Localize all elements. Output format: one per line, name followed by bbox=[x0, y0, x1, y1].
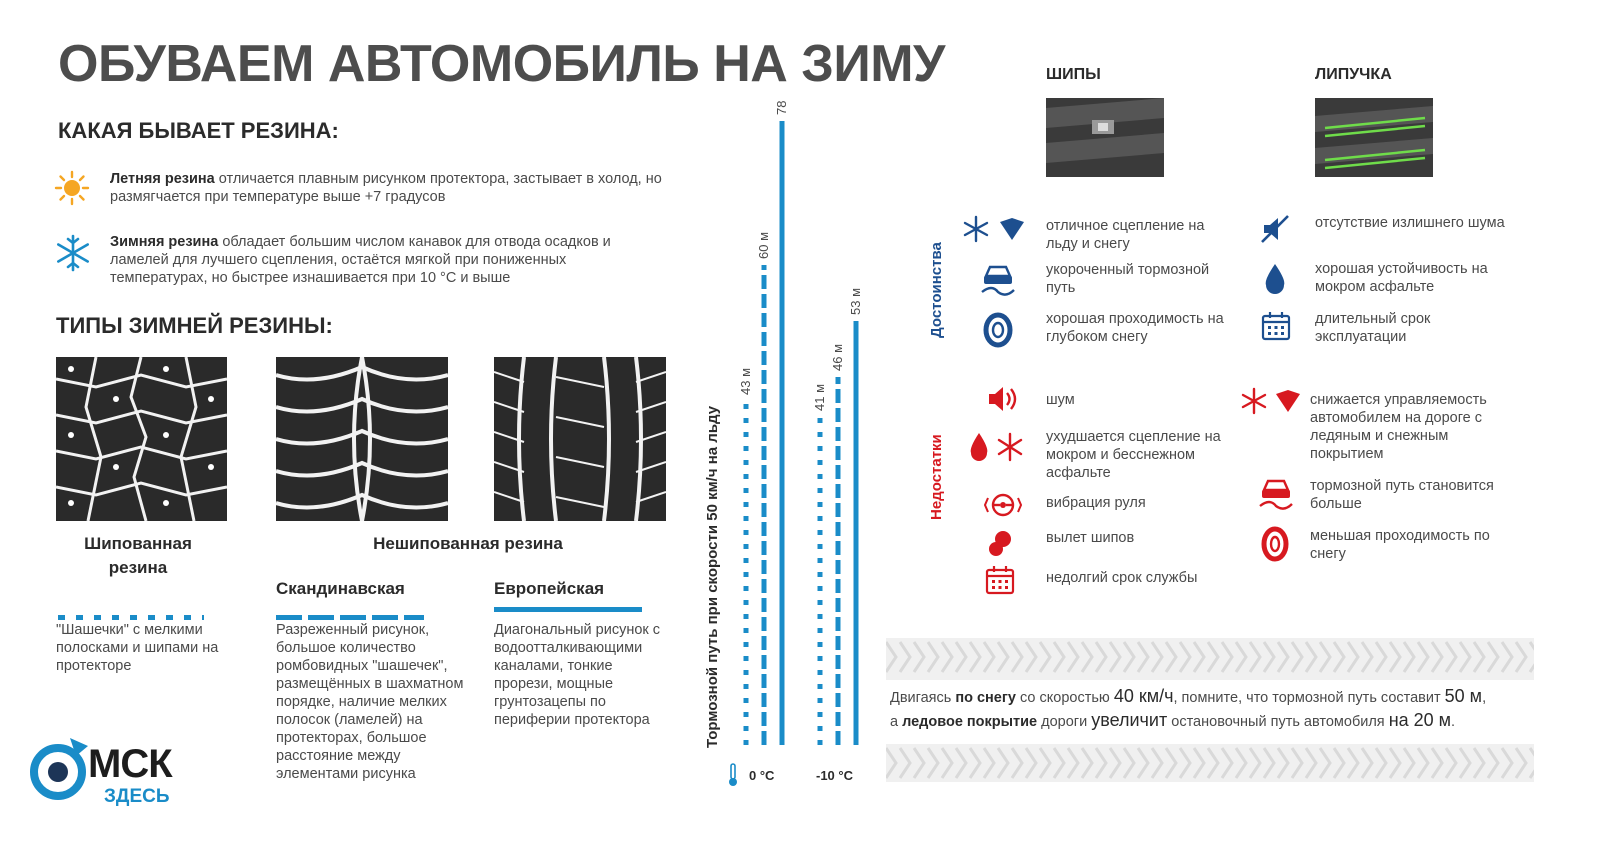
winter-text: Зимняя резина обладает большим числом канавок для отвода осадков и ламелей для лучшего сцепления, остаётся мягкой при пониженных температурах, но быстрее изнашивается при 10 °С и выше bbox=[110, 234, 611, 286]
adv-right-3: длительный срок эксплуатации bbox=[1315, 311, 1431, 345]
mute-icon bbox=[1258, 212, 1292, 246]
scandinavian-title: Скандинавская bbox=[276, 579, 405, 598]
dis-right-2: тормозной путь становится больше bbox=[1310, 478, 1494, 512]
dis-right-3: меньшая проходимость по снегу bbox=[1310, 528, 1490, 562]
velcro-image bbox=[1315, 98, 1433, 177]
adv-right-1: отсутствие излишнего шума bbox=[1315, 215, 1505, 231]
tire-icon bbox=[980, 312, 1016, 348]
temp-0-label: 0 °С bbox=[749, 768, 775, 783]
sun-icon bbox=[54, 170, 90, 206]
studded-tread-image bbox=[56, 357, 227, 521]
dis-right-1: снижается управляемость автомобилем на дороге с ледяным и снежным покрытием bbox=[1310, 392, 1487, 462]
chart-y-label: Тормозной путь при скорости 50 км/ч на льду bbox=[704, 405, 721, 748]
logo-mark-icon bbox=[30, 738, 92, 800]
european-desc: Диагональный рисунок с водоотталкивающими каналами, тонкие прорези, мощные грунтозацепы по периферии протектора bbox=[494, 622, 661, 728]
scandinavian-desc: Разреженный рисунок, большое количество ромбовидных "шашечек", размещённых в шахматном порядке, наличие мелких полосок (ламелей) на протекторах, большое расстояние между элементами рисунка bbox=[276, 622, 464, 782]
steering-vibration-icon bbox=[984, 490, 1022, 520]
logo-text: МСК bbox=[88, 742, 172, 786]
water-drop-icon bbox=[1262, 262, 1288, 294]
bar-label-0: 43 м bbox=[738, 367, 753, 395]
winter-types-heading: ТИПЫ ЗИМНЕЙ РЕЗИНЫ: bbox=[56, 313, 333, 338]
snowflake-icon bbox=[54, 234, 92, 272]
note-line-2: а ледовое покрытие дороги увеличит остановочный путь автомобиля на 20 м. bbox=[890, 710, 1456, 730]
types-heading: КАКАЯ БЫВАЕТ РЕЗИНА: bbox=[58, 118, 339, 143]
bar-label-5: 53 м bbox=[848, 287, 863, 315]
spike-loss-icon bbox=[986, 528, 1016, 558]
temp-minus10-label: -10 °С bbox=[816, 768, 853, 783]
scandinavian-dashed-line bbox=[276, 607, 424, 612]
european-title: Европейская bbox=[494, 579, 605, 598]
ice-snow-icon bbox=[962, 214, 1026, 244]
summer-text: Летняя резина отличается плавным рисунком протектора, застывает в холод, но размягчается при температуре выше +7 градусов bbox=[110, 171, 662, 205]
dis-left-3: вибрация руля bbox=[1046, 495, 1146, 511]
bar-label-3: 41 м bbox=[812, 383, 827, 411]
advantages-label: Достоинства bbox=[928, 242, 945, 338]
braking-chart bbox=[698, 100, 868, 750]
drop-snow-icon bbox=[968, 430, 1026, 464]
spikes-image bbox=[1046, 98, 1164, 177]
thermometer-icon bbox=[726, 763, 740, 787]
adv-right-2: хорошая устойчивость на мокром асфальте bbox=[1315, 261, 1488, 295]
bar-label-2: 78 м bbox=[774, 100, 789, 115]
bar-label-4: 46 м bbox=[830, 343, 845, 371]
velcro-heading: ЛИПУЧКА bbox=[1315, 66, 1392, 83]
adv-left-3: хорошая проходимость на глубоком снегу bbox=[1046, 311, 1224, 345]
adv-left-2: укороченный тормозной путь bbox=[1046, 262, 1210, 296]
scandinavian-tread-image bbox=[276, 357, 448, 521]
braking-car-red-icon bbox=[1256, 476, 1296, 510]
snow-ice-red-icon bbox=[1240, 386, 1302, 416]
tread-band-top bbox=[886, 638, 1534, 680]
dis-left-1: шум bbox=[1046, 392, 1075, 408]
dis-left-4: вылет шипов bbox=[1046, 530, 1135, 546]
braking-car-icon bbox=[978, 262, 1018, 296]
braking-chart-svg bbox=[698, 100, 868, 750]
noise-icon bbox=[986, 384, 1020, 414]
non-studded-caption: Нешипованная резина bbox=[373, 534, 563, 553]
adv-left-1: отличное сцепление на льду и снегу bbox=[1046, 218, 1205, 252]
note-line-1: Двигаясь по снегу со скоростью 40 км/ч, помните, что тормозной путь составит 50 м, bbox=[890, 686, 1487, 706]
tread-band-bottom bbox=[886, 744, 1534, 782]
page-title: ОБУВАЕМ АВТОМОБИЛЬ НА ЗИМУ bbox=[58, 35, 945, 93]
calendar-icon bbox=[1260, 310, 1292, 342]
disadvantages-label: Недостатки bbox=[928, 434, 945, 520]
studded-caption: Шипованная резина bbox=[84, 534, 192, 577]
tire-red-icon bbox=[1258, 526, 1292, 562]
dis-left-5: недолгий срок службы bbox=[1046, 570, 1198, 586]
european-tread-image bbox=[494, 357, 666, 521]
dis-left-2: ухудшается сцепление на мокром и бесснежном асфальте bbox=[1046, 429, 1221, 481]
studded-desc: "Шашечки" с мелкими полосками и шипами на протекторе bbox=[56, 622, 219, 674]
logo bbox=[30, 736, 190, 810]
logo-subtext: ЗДЕСЬ bbox=[104, 786, 170, 807]
spikes-heading: ШИПЫ bbox=[1046, 66, 1101, 83]
studded-dotted-line bbox=[56, 607, 206, 612]
european-solid-line bbox=[494, 607, 642, 612]
bar-label-1: 60 м bbox=[756, 231, 771, 259]
calendar-short-icon bbox=[984, 564, 1016, 596]
